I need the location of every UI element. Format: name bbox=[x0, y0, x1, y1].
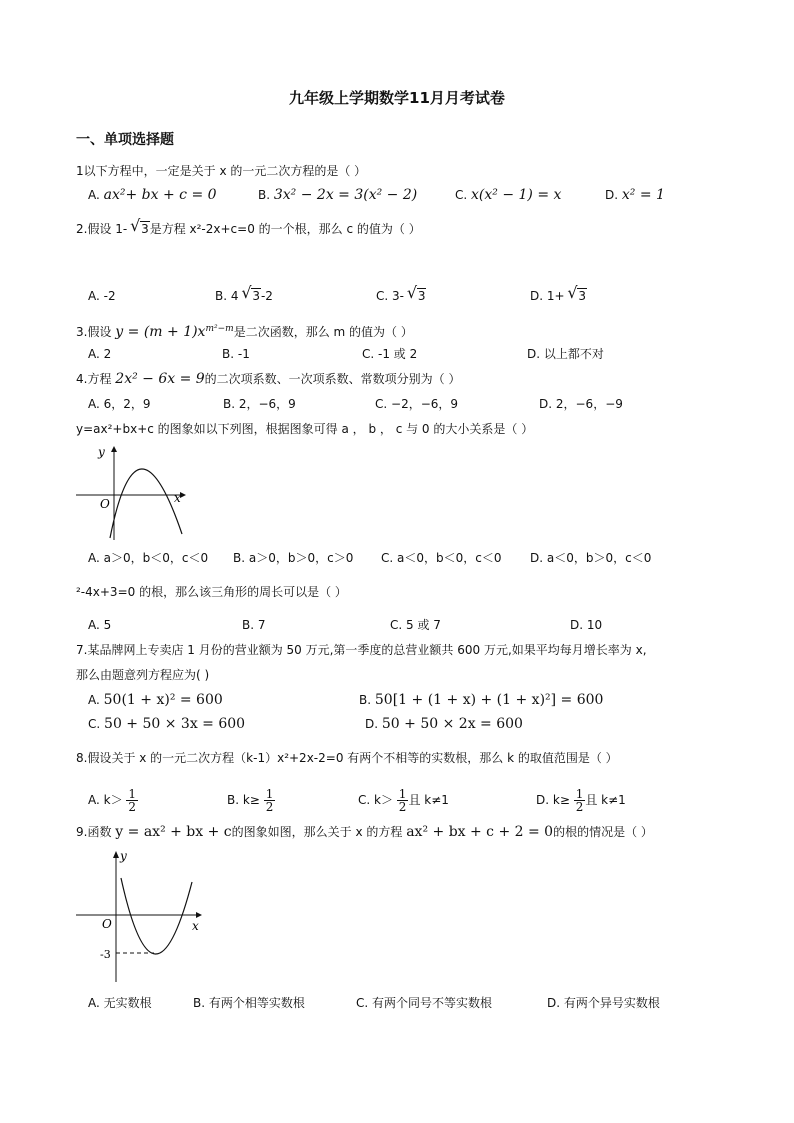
q2-option-a: A. -2 bbox=[88, 289, 116, 303]
q5-x-arrow-icon bbox=[180, 492, 186, 498]
q1-option-c bbox=[455, 187, 561, 203]
q9-parabola-graph bbox=[72, 846, 212, 986]
q8-option-d bbox=[536, 788, 626, 813]
q8-option-c-pre: C. k＞ bbox=[358, 793, 393, 807]
q6-option-d: D. 10 bbox=[570, 618, 603, 632]
q4-option-d: D. 2，−6，−9 bbox=[539, 397, 623, 411]
q8-option-d-post: 且 k≠1 bbox=[585, 793, 626, 807]
q1-option-c-label: C. bbox=[455, 188, 468, 202]
q5-origin-label: O bbox=[100, 497, 110, 511]
q2-option-b-radicand: 3 bbox=[252, 289, 260, 303]
q2-option-c bbox=[376, 288, 426, 304]
q7-option-a bbox=[88, 692, 223, 708]
q1-option-a-math: ax²+ bx + c = 0 bbox=[103, 187, 217, 203]
q7-option-b bbox=[359, 692, 603, 708]
q2-option-b-pre: B. 4 bbox=[215, 289, 239, 303]
q7-option-b-label: B. bbox=[359, 693, 372, 707]
q7-stem-line2: 那么由题意列方程应为( ) bbox=[76, 668, 210, 682]
q9-min-value-label: -3 bbox=[100, 948, 111, 961]
q9-option-c: C. 有两个同号不等实数根 bbox=[356, 996, 493, 1010]
q9-option-b: B. 有两个相等实数根 bbox=[193, 996, 305, 1010]
q9-x-label: x bbox=[192, 919, 199, 933]
q1-option-c-math: x(x² − 1) = x bbox=[471, 187, 562, 203]
q5-option-c: C. a＜0，b＜0，c＜0 bbox=[381, 551, 502, 565]
section-heading: 一、单项选择题 bbox=[76, 132, 174, 148]
q1-option-b bbox=[258, 187, 417, 203]
q2-option-d bbox=[530, 288, 587, 304]
q9-y-arrow-icon bbox=[113, 851, 119, 858]
q7-stem-line1: 7.某品牌网上专卖店 1 月份的营业额为 50 万元,第一季度的总营业额共 600 万元,如果平均每月增长率为 x, bbox=[76, 643, 647, 657]
q1-option-d bbox=[605, 187, 665, 203]
q4-stem-part-a: 4.方程 bbox=[76, 372, 112, 386]
q5-option-b: B. a＞0，b＞0，c＞0 bbox=[233, 551, 354, 565]
q1-option-b-math: 3x² − 2x = 3(x² − 2) bbox=[273, 187, 418, 203]
q8-option-c-numerator: 1 bbox=[398, 787, 407, 801]
q2-option-d-radical bbox=[568, 288, 587, 304]
q3-option-b: B. -1 bbox=[222, 347, 250, 361]
q6-stem: ²-4x+3=0 的根，那么该三角形的周长可以是（ ） bbox=[76, 585, 347, 599]
q9-stem bbox=[76, 824, 653, 840]
q9-stem-part-a: 9.函数 bbox=[76, 825, 112, 839]
q4-option-b: B. 2，−6，9 bbox=[223, 397, 296, 411]
q8-option-b-fraction bbox=[264, 788, 276, 813]
q3-stem-exponent: m²−m bbox=[205, 324, 234, 334]
q7-option-a-math: 50(1 + x)² = 600 bbox=[103, 692, 223, 708]
q2-stem bbox=[76, 221, 421, 237]
q4-stem-math: 2x² − 6x = 9 bbox=[115, 371, 205, 387]
q3-stem-part-a: 3.假设 bbox=[76, 325, 112, 339]
q6-option-c: C. 5 或 7 bbox=[390, 618, 441, 632]
q5-y-label: y bbox=[98, 445, 105, 459]
q2-option-d-pre: D. 1+ bbox=[530, 289, 565, 303]
q2-option-c-pre: C. 3- bbox=[376, 289, 404, 303]
q3-stem bbox=[76, 321, 413, 340]
q8-option-b-numerator: 1 bbox=[265, 787, 274, 801]
q5-parabola-graph bbox=[72, 442, 192, 542]
q6-option-b: B. 7 bbox=[242, 618, 266, 632]
q1-stem: 1以下方程中，一定是关于 x 的一元二次方程的是（ ） bbox=[76, 164, 367, 178]
q2-option-b-post: -2 bbox=[260, 289, 273, 303]
q2-option-b bbox=[215, 288, 273, 304]
q7-option-c bbox=[88, 716, 245, 732]
q9-stem-math-1: y = ax² + bx + c bbox=[115, 824, 232, 840]
q7-option-d bbox=[365, 716, 523, 732]
q8-option-d-fraction bbox=[574, 788, 586, 813]
q3-option-a: A. 2 bbox=[88, 347, 112, 361]
page-title: 九年级上学期数学11月月考试卷 bbox=[289, 89, 505, 107]
q7-option-b-math: 50[1 + (1 + x) + (1 + x)²] = 600 bbox=[374, 692, 604, 708]
q8-option-a bbox=[88, 788, 138, 813]
q8-option-a-numerator: 1 bbox=[128, 787, 137, 801]
q8-option-d-numerator: 1 bbox=[575, 787, 584, 801]
q8-option-c-fraction bbox=[397, 788, 409, 813]
q7-option-d-math: 50 + 50 × 2x = 600 bbox=[381, 716, 523, 732]
q9-stem-math-2: ax² + bx + c + 2 = 0 bbox=[406, 824, 554, 840]
q2-stem-radical bbox=[131, 221, 150, 237]
q8-option-a-pre: A. k＞ bbox=[88, 793, 123, 807]
q3-stem-math: y = (m + 1)x bbox=[115, 324, 206, 340]
q6-option-a: A. 5 bbox=[88, 618, 112, 632]
q5-option-a: A. a＞0，b＜0，c＜0 bbox=[88, 551, 209, 565]
q4-option-c: C. −2，−6，9 bbox=[375, 397, 459, 411]
q9-stem-part-b: 的图象如图，那么关于 x 的方程 bbox=[231, 825, 403, 839]
q9-parabola-curve bbox=[121, 878, 192, 954]
q1-option-d-label: D. bbox=[605, 188, 619, 202]
q2-stem-part-a: 2.假设 1- bbox=[76, 222, 128, 236]
q8-option-c bbox=[358, 788, 449, 813]
q3-stem-part-b: 是二次函数，那么 m 的值为（ ） bbox=[233, 325, 413, 339]
q7-option-d-label: D. bbox=[365, 717, 379, 731]
q9-y-label: y bbox=[120, 849, 127, 863]
q7-option-c-math: 50 + 50 × 3x = 600 bbox=[104, 716, 246, 732]
q7-option-c-label: C. bbox=[88, 717, 101, 731]
q5-y-arrow-icon bbox=[111, 446, 117, 452]
q8-option-d-denominator: 2 bbox=[575, 800, 584, 814]
q4-stem bbox=[76, 371, 461, 387]
q4-stem-part-b: 的二次项系数、一次项系数、常数项分别为（ ） bbox=[204, 372, 461, 386]
q8-option-b-denominator: 2 bbox=[265, 800, 274, 814]
q8-option-a-denominator: 2 bbox=[128, 800, 137, 814]
q8-option-b-pre: B. k≥ bbox=[227, 793, 260, 807]
q3-option-c: C. -1 或 2 bbox=[362, 347, 418, 361]
q8-option-b bbox=[227, 788, 275, 813]
q8-option-c-denominator: 2 bbox=[398, 800, 407, 814]
q5-stem: y=ax²+bx+c 的图象如以下列图，根据图象可得 a ， b ， c 与 0 的大小关系是（ ） bbox=[76, 422, 534, 436]
q9-x-arrow-icon bbox=[196, 912, 202, 918]
q8-stem: 8.假设关于 x 的一元二次方程（k-1）x²+2x-2=0 有两个不相等的实数根，那么 k 的取值范围是（ ） bbox=[76, 751, 618, 765]
q8-option-c-post: 且 k≠1 bbox=[408, 793, 449, 807]
q9-option-d: D. 有两个异号实数根 bbox=[547, 996, 660, 1010]
q3-option-d: D. 以上都不对 bbox=[527, 347, 604, 361]
q9-option-a: A. 无实数根 bbox=[88, 996, 152, 1010]
q8-option-a-fraction bbox=[126, 788, 138, 813]
q7-option-a-label: A. bbox=[88, 693, 100, 707]
q2-option-d-radicand: 3 bbox=[578, 289, 587, 303]
q4-option-a: A. 6，2，9 bbox=[88, 397, 151, 411]
q2-option-b-radical bbox=[242, 288, 261, 304]
q2-option-c-radicand: 3 bbox=[417, 289, 426, 303]
q9-origin-label: O bbox=[102, 917, 112, 931]
q2-option-c-radical bbox=[408, 288, 427, 304]
q2-stem-radicand: 3 bbox=[141, 222, 149, 236]
q8-option-d-pre: D. k≥ bbox=[536, 793, 570, 807]
q9-stem-part-c: 的根的情况是（ ） bbox=[553, 825, 653, 839]
q1-option-d-math: x² = 1 bbox=[621, 187, 665, 203]
q2-stem-part-b: 是方程 x²-2x+c=0 的一个根，那么 c 的值为（ ） bbox=[149, 222, 421, 236]
q5-option-d: D. a＜0，b＞0，c＜0 bbox=[530, 551, 652, 565]
q1-option-b-label: B. bbox=[258, 188, 271, 202]
q5-parabola-curve bbox=[110, 469, 182, 538]
q5-x-label: x bbox=[174, 491, 181, 505]
q1-option-a bbox=[88, 187, 217, 203]
q1-option-a-label: A. bbox=[88, 188, 100, 202]
